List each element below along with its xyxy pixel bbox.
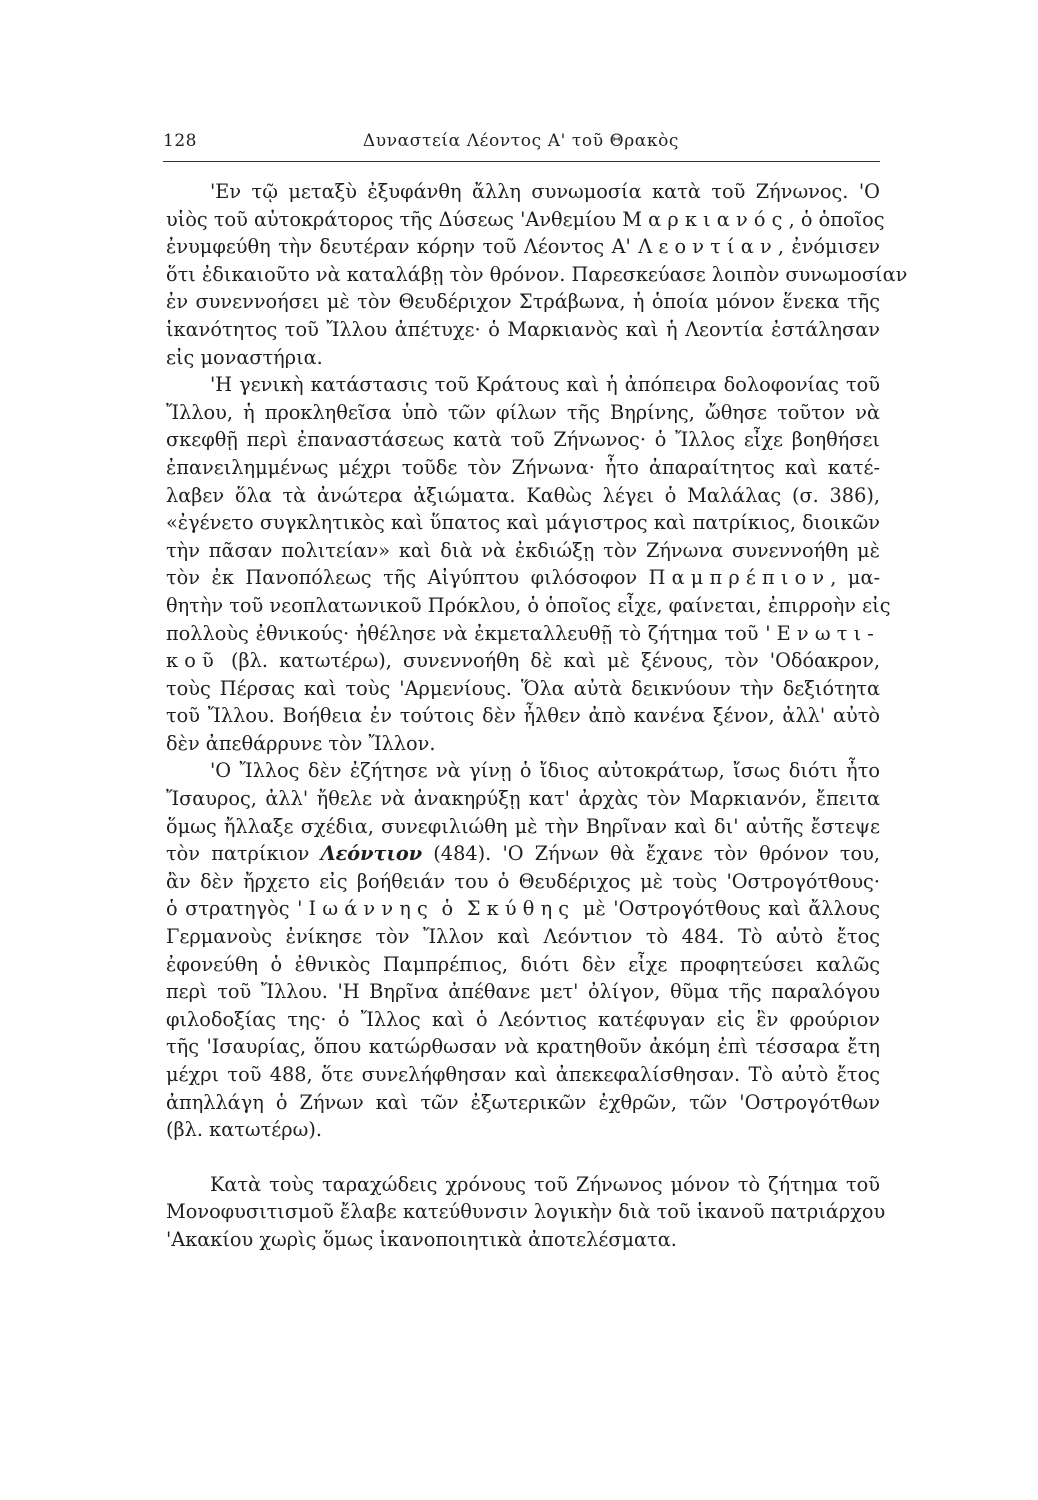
text-run: μὲ 'Οστρογότθους καὶ ἄλλους <box>575 897 881 921</box>
text-run: πολλοὺς ἐθνικούς· ἠθέλησε νὰ ἐκμεταλλευθῇ τὸ ζήτημα τοῦ <box>166 621 766 645</box>
spaced-name: κοῦ <box>166 649 220 673</box>
text-run: , ὁ ὁποῖος <box>788 207 885 231</box>
text-run: 'Η γενικὴ κατάστασις τοῦ Κράτους καὶ ἡ ἀπόπειρα δολοφονίας τοῦ <box>210 373 880 397</box>
text-line <box>166 233 880 261</box>
text-line <box>166 261 908 289</box>
text-line <box>166 978 880 1006</box>
text-line <box>166 840 880 868</box>
text-line <box>166 564 880 592</box>
text-line <box>166 288 880 316</box>
spaced-name: Σκύθης <box>466 897 576 921</box>
text-line <box>166 1226 880 1254</box>
paragraph-gap <box>166 1144 880 1171</box>
text-run: τὸν ἐκ Πανοπόλεως τῆς Αἰγύπτου φιλόσοφον <box>166 566 649 590</box>
text-line <box>166 647 880 675</box>
text-run: (βλ. κατωτέρω), συνεννοήθη δὲ καὶ μὲ ξένους, τὸν 'Οδόακρον, <box>219 649 880 673</box>
text-run: ἐπανειλημμένως μέχρι τοῦδε τὸν Ζήνωνα· ἦτο ἀπαραίτητος καὶ κατέ- <box>166 455 880 479</box>
text-line <box>166 895 880 923</box>
text-run: 'Ακακίου χωρὶς ὅμως ἱκανοποιητικὰ ἀποτελέσματα. <box>166 1227 677 1251</box>
text-run: , ἐνόμισεν <box>777 235 881 259</box>
bold-name: Λεόντιον <box>320 842 423 866</box>
text-run: ὁ στρατηγὸς <box>166 897 298 921</box>
text-run: τὴν πᾶσαν πολιτείαν» καὶ διὰ νὰ ἐκδιώξῃ τὸν Ζήνωνα συνεννοήθη μὲ <box>166 538 880 562</box>
spaced-name: ὁ <box>441 897 460 921</box>
text-line <box>166 316 880 344</box>
text-run: θητὴν τοῦ νεοπλατωνικοῦ Πρόκλου, ὁ ὁποῖος εἶχε, φαίνεται, ἐπιρροὴν εἰς <box>166 593 891 617</box>
text-line <box>166 344 880 372</box>
text-line <box>166 592 891 620</box>
text-run: τοὺς Πέρσας καὶ τοὺς 'Αρμενίους. Ὅλα αὐτὰ δεικνύουν τὴν δεξιότητα <box>166 676 880 700</box>
text-line <box>166 454 880 482</box>
text-run: μέχρι τοῦ 488, ὅτε συνελήφθησαν καὶ ἀπεκεφαλίσθησαν. Τὸ αὐτὸ ἔτος <box>166 1063 880 1086</box>
paragraph <box>166 371 891 757</box>
text-run: Ἴλλου, ἡ προκληθεῖσα ὑπὸ τῶν φίλων τῆς Βηρίνης, ὤθησε τοῦτον νὰ <box>166 400 880 424</box>
text-line <box>166 1033 880 1061</box>
text-line <box>166 178 880 206</box>
text-line <box>166 813 880 841</box>
text-line <box>166 1116 880 1144</box>
text-line <box>166 923 880 951</box>
text-run: Μονοφυσιτισμοῦ ἔλαβε κατεύθυνσιν λογικὴν διὰ τοῦ ἱκανοῦ πατριάρχου <box>166 1200 886 1224</box>
text-run: 'Εν τῷ μεταξὺ ἐξυφάνθη ἄλλη συνωμοσία κατὰ τοῦ Ζήνωνος. 'Ο <box>210 180 880 203</box>
text-line <box>166 1006 880 1034</box>
header-rule <box>163 161 880 162</box>
text-run: δὲν ἀπεθάρρυνε τὸν Ἴλλον. <box>166 731 436 755</box>
paragraph <box>166 178 908 371</box>
text-run: «ἐγένετο συγκλητικὸς καὶ ὕπατος καὶ μάγιστρος καὶ πατρίκιος, διοικῶν <box>166 511 880 535</box>
text-line <box>166 509 880 537</box>
text-run: τὸν πατρίκιον <box>166 842 321 866</box>
text-run: υἱὸς τοῦ αὐτοκράτορος τῆς Δύσεως 'Ανθεμίου <box>166 207 623 231</box>
text-line <box>166 1089 880 1117</box>
text-line <box>166 206 885 234</box>
paragraph <box>166 1171 886 1254</box>
text-run: σκεφθῇ περὶ ἐπαναστάσεως κατὰ τοῦ Ζήνωνος· ὁ Ἴλλος εἶχε βοηθήσει <box>166 428 880 452</box>
text-line <box>166 482 880 510</box>
text-run: ἂν δὲν ἤρχετο εἰς βοήθειάν του ὁ Θευδέριχος μὲ τοὺς 'Οστρογότθους· <box>166 869 880 893</box>
text-run <box>434 897 442 920</box>
text-line <box>166 1061 880 1089</box>
text-run: τοῦ Ἴλλου. Βοήθεια ἐν τούτοις δὲν ἦλθεν ἀπὸ κανένα ξένον, ἀλλ' αὐτὸ <box>166 704 880 728</box>
text-run: περὶ τοῦ Ἴλλου. 'Η Βηρῖνα ἀπέθανε μετ' ὀλίγον, θῦμα τῆς παραλόγου <box>166 980 880 1004</box>
text-run: εἰς μοναστήρια. <box>166 345 323 369</box>
spaced-name: 'Ιωάννης <box>297 897 434 921</box>
text-run: ὅμως ἤλλαξε σχέδια, συνεφιλιώθη μὲ τὴν Βηρῖναν καὶ δι' αὐτῆς ἔστεψε <box>166 814 880 838</box>
text-line <box>166 1171 880 1199</box>
body-text <box>166 178 908 1254</box>
text-run: ὅτι ἐδικαιοῦτο νὰ καταλάβῃ τὸν θρόνον. Παρεσκεύασε λοιπὸν συνωμοσίαν <box>166 262 908 286</box>
text-line <box>166 951 880 979</box>
text-run: Ἴσαυρος, ἀλλ' ἤθελε νὰ ἀνακηρύξῃ κατ' ἀρχὰς τὸν Μαρκιανόν, ἔπειτα <box>166 787 880 811</box>
text-run: (βλ. κατωτέρω). <box>166 1118 322 1142</box>
text-line <box>166 1198 886 1226</box>
spaced-name: Μαρκιανός <box>622 207 789 231</box>
text-run: Γερμανοὺς ἐνίκησε τὸν Ἴλλον καὶ Λεόντιον τὸ 484. Τὸ αὐτὸ ἔτος <box>166 925 880 949</box>
text-run: ἐφονεύθη ὁ ἐθνικὸς Παμπρέπιος, διότι δὲν εἶχε προφητεύσει καλῶς <box>166 952 880 976</box>
text-run: λαβεν ὅλα τὰ ἀνώτερα ἀξιώματα. Καθὼς λέγει ὁ Μαλάλας (σ. 386), <box>166 483 880 507</box>
text-line <box>166 730 880 758</box>
text-line <box>166 371 880 399</box>
page-number: 128 <box>163 131 197 151</box>
text-line <box>166 426 880 454</box>
text-run: ἀπηλλάγη ὁ Ζήνων καὶ τῶν ἐξωτερικῶν ἐχθρῶν, τῶν 'Οστρογότθων <box>166 1090 880 1114</box>
text-run <box>459 897 467 920</box>
text-line <box>166 620 880 648</box>
spaced-name: Παμπρέπιον <box>648 566 831 590</box>
text-run: τῆς 'Ισαυρίας, ὅπου κατώρθωσαν νὰ κρατηθοῦν ἀκόμη ἐπὶ τέσσαρα ἔτη <box>166 1035 880 1059</box>
text-line <box>166 702 880 730</box>
text-run: Κατὰ τοὺς ταραχώδεις χρόνους τοῦ Ζήνωνος μόνον τὸ ζήτημα τοῦ <box>210 1172 880 1196</box>
spaced-name: 'Ενωτι- <box>765 621 880 645</box>
text-run: ἱκανότητος τοῦ Ἴλλου ἀπέτυχε· ὁ Μαρκιανὸς καὶ ἡ Λεοντία ἐστάλησαν <box>166 317 880 341</box>
text-line <box>166 399 880 427</box>
text-run: φιλοδοξίας της· ὁ Ἴλλος καὶ ὁ Λεόντιος κατέφυγαν εἰς ἓν φρούριον <box>166 1007 880 1031</box>
page-header <box>163 131 879 155</box>
text-line <box>166 757 880 785</box>
text-line <box>166 785 880 813</box>
running-title: Δυναστεία Λέοντος Α' τοῦ Θρακὸς <box>362 131 680 151</box>
text-line <box>166 537 880 565</box>
text-run: (484). 'Ο Ζήνων θὰ ἔχανε τὸν θρόνον του, <box>422 842 881 866</box>
text-run: , μα- <box>830 566 880 590</box>
text-line <box>166 868 880 896</box>
text-run: ἐνυμφεύθη τὴν δευτέραν κόρην τοῦ Λέοντος Α' <box>166 235 639 259</box>
text-run: 'Ο Ἴλλος δὲν ἐζήτησε νὰ γίνῃ ὁ ἴδιος αὐτοκράτωρ, ἴσως διότι ἦτο <box>210 759 880 783</box>
text-line <box>166 675 880 703</box>
text-run: ἐν συνεννοήσει μὲ τὸν Θευδέριχον Στράβωνα, ἡ ὁποία μόνον ἕνεκα τῆς <box>166 290 880 314</box>
spaced-name: Λεοντίαν <box>638 235 778 259</box>
paragraph <box>166 757 880 1143</box>
